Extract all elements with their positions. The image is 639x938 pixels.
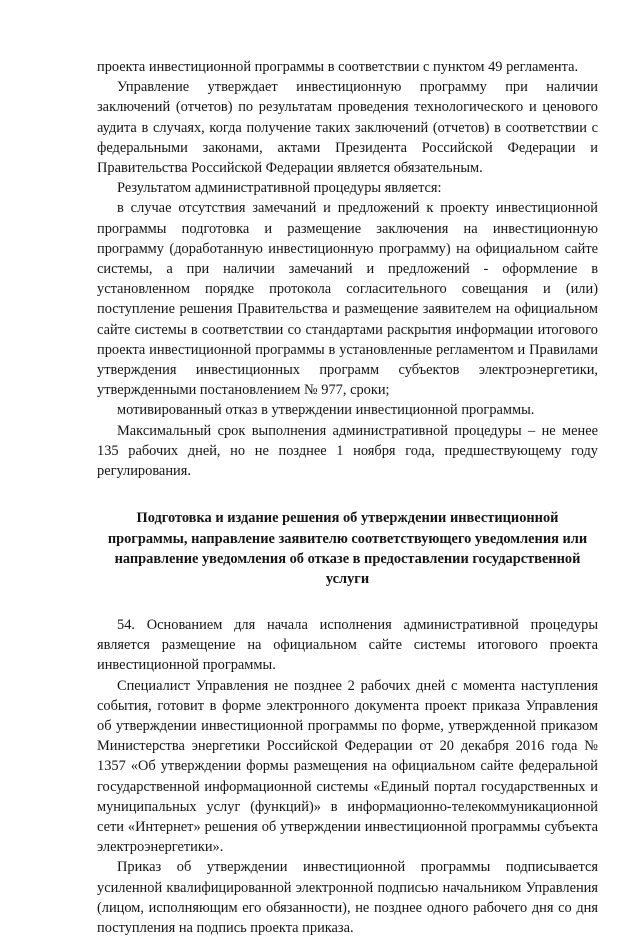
paragraph-result-option-2: мотивированный отказ в утверждении инвестиционной программы. (117, 402, 535, 419)
paragraph-result-intro: Результатом административной процедуры является: (117, 180, 442, 197)
paragraph-continuation: проекта инвестиционной программы в соответствии с пунктом 49 регламента. (97, 59, 579, 75)
paragraph-result-option-1: в случае отсутствия замечаний и предложений к проекту инвестиционной программы подготовка и размещение заключения на инвестиционную программу (доработанную инвестиционную программу) на официальном сайте системы, а при наличии замечаний и предложений - оформление в установленном порядке протокола согласительного совещания и (или) поступление решения Правительства и размещение заявителем на официальном сайте системы в соответствии со стандартами раскрытия информации итогового проекта инвестиционной программы в установленные регламентом и Правилами утверждения инвестиционных программ субъектов электроэнергетики, утвержденными постановлением № 977, сроки; (97, 200, 598, 399)
paragraph-item-54: 54. Основанием для начала исполнения административной процедуры является размещение на официальном сайте системы итогового проекта инвестиционной программы. (97, 616, 598, 674)
section-heading: Подготовка и издание решения об утверждении инвестиционной программы, направление заявителю соответствующего уведомления или направление уведомления об отказе в предоставлении государственной услуги (107, 510, 588, 588)
paragraph-specialist: Специалист Управления не позднее 2 рабочих дней с момента наступления события, готовит в форме электронного документа проект приказа Управления об утверждении инвестиционной программы по форме, утвержденной приказом Министерства энергетики Российской Федерации от 20 декабря 2016 года № 1357 «Об утверждении формы размещения на официальном сайте федеральной государственной информационной системы «Единый портал государственных и муниципальных услуг (функций)» в информационно-телекоммуникационной сети «Интернет» решения об утверждении инвестиционной программы субъекта электроэнергетики». (97, 677, 598, 856)
paragraph-order-signing: Приказ об утверждении инвестиционной программы подписывается усиленной квалифицированной электронной подписью начальником Управления (лицом, исполняющим его обязанности), не позднее одного рабочего дня со дня поступления на подпись проекта приказа. (97, 859, 598, 936)
paragraph-max-term: Максимальный срок выполнения административной процедуры – не менее 135 рабочих дней, но не позднее 1 ноября года, предшествующему году регулирования. (97, 422, 598, 480)
paragraph-approval-conditions: Управление утверждает инвестиционную программу при наличии заключений (отчетов) по результатам проведения технологического и ценового аудита в случаях, когда получение таких заключений (отчетов) в соответствии с федеральными законами, актами Президента Российской Федерации и Правительства Российской Федерации является обязательным. (97, 79, 598, 177)
